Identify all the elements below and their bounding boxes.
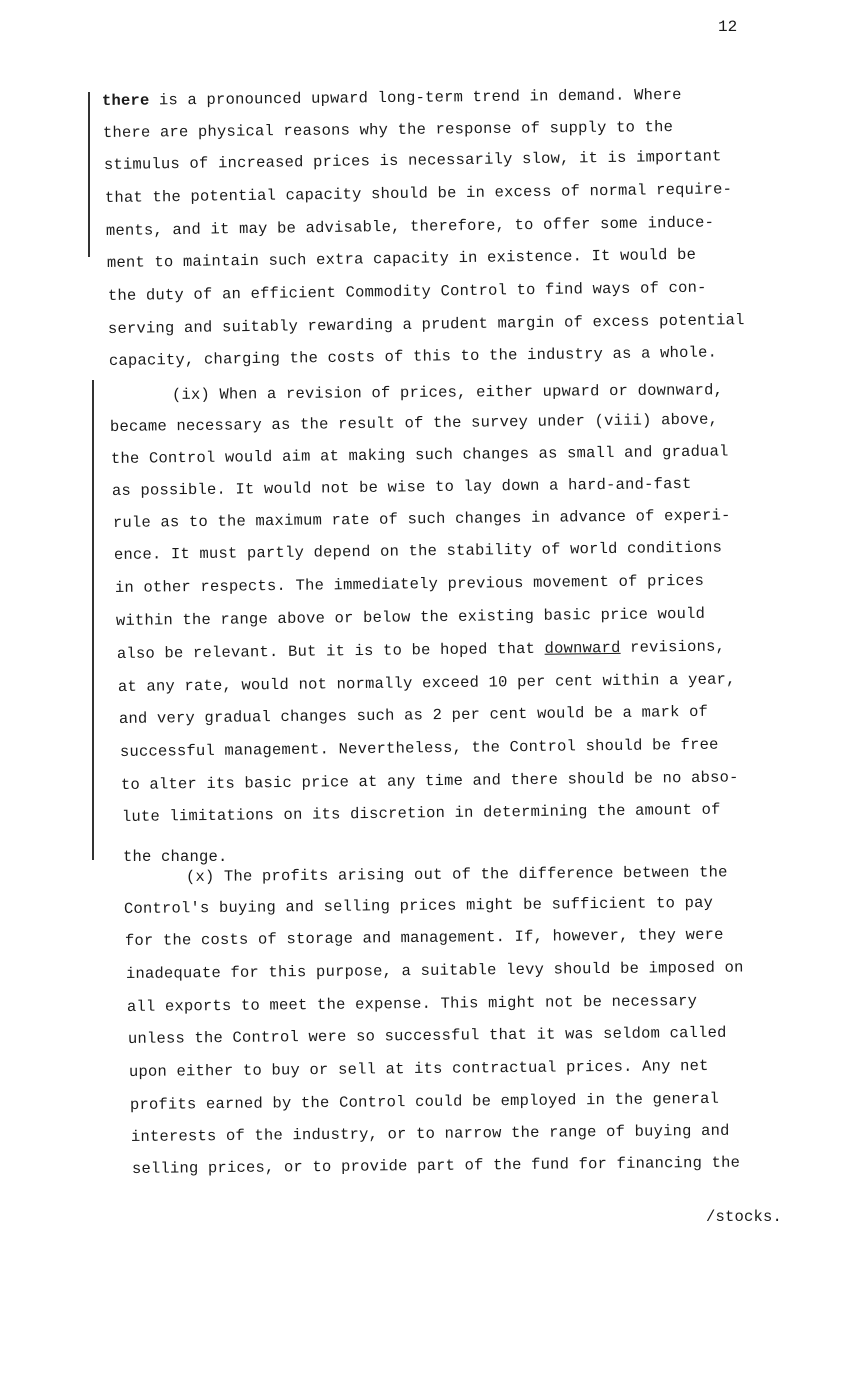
text-line bbox=[112, 475, 692, 500]
text-line bbox=[118, 670, 736, 696]
text-line bbox=[102, 86, 682, 110]
text-segment: the change. bbox=[123, 848, 228, 866]
text-line bbox=[186, 863, 728, 886]
text-segment: stimulus of increased prices is necessarily slow, it is important bbox=[103, 147, 722, 174]
text-line bbox=[105, 180, 732, 207]
text-segment: successful management. Nevertheless, the Control should be free bbox=[119, 735, 719, 761]
text-segment: unless the Control were so successful that it was seldom called bbox=[127, 1023, 727, 1048]
page-number: 12 bbox=[718, 18, 738, 36]
text-line bbox=[121, 768, 739, 794]
text-segment: ment to maintain such extra capacity in existence. It would be bbox=[106, 245, 697, 272]
text-segment: within the range above or below the existing basic price would bbox=[115, 604, 706, 630]
text-segment: (x) The profits arising out of the difference between the bbox=[185, 863, 728, 886]
text-line bbox=[119, 703, 708, 728]
text-line bbox=[114, 539, 722, 564]
text-segment: selling prices, or to provide part of the fund for financing the bbox=[131, 1153, 741, 1178]
text-segment: there are physical reasons why the response of supply to the bbox=[102, 118, 674, 142]
text-segment: became necessary as the result of the survey under (viii) above, bbox=[109, 410, 719, 436]
text-line bbox=[130, 1090, 719, 1114]
text-line bbox=[103, 118, 673, 142]
text-segment: the Control would aim at making such changes as small and gradual bbox=[110, 442, 729, 468]
text-line bbox=[111, 442, 729, 468]
text-segment: capacity, charging the costs of this to the industry as a whole. bbox=[108, 343, 718, 370]
text-segment: serving and suitably rewarding a prudent margin of excess potential bbox=[107, 311, 745, 338]
text-segment: all exports to meet the expense. This might not be necessary bbox=[126, 992, 698, 1016]
text-line bbox=[108, 311, 745, 338]
text-line bbox=[132, 1154, 740, 1178]
underlined-word: downward bbox=[544, 638, 621, 658]
text-line bbox=[124, 894, 713, 918]
text-segment: upon either to buy or sell at its contractual prices. Any net bbox=[128, 1056, 709, 1081]
text-line bbox=[107, 246, 696, 272]
text-segment: is a pronounced upward long-term trend in demand. Where bbox=[149, 85, 682, 110]
text-line bbox=[116, 605, 705, 630]
text-line bbox=[129, 1057, 709, 1081]
text-line bbox=[128, 1024, 727, 1048]
text-segment: inadequate for this purpose, a suitable levy should be imposed on bbox=[125, 958, 744, 983]
text-line bbox=[123, 848, 228, 866]
text-line bbox=[126, 959, 744, 983]
text-segment: interests of the industry, or to narrow the range of buying and bbox=[130, 1121, 730, 1146]
text-line bbox=[106, 214, 714, 240]
text-segment: Control's buying and selling prices might be sufficient to pay bbox=[123, 893, 714, 918]
text-line bbox=[104, 147, 722, 174]
text-line bbox=[117, 638, 725, 663]
text-line bbox=[108, 279, 707, 305]
text-segment: at any rate, would not normally exceed 10 per cent within a year, bbox=[117, 670, 736, 696]
text-segment: the duty of an efficient Commodity Control to find ways of con- bbox=[107, 278, 707, 305]
text-segment: and very gradual changes such as 2 per cent would be a mark of bbox=[118, 702, 709, 728]
text-segment: that the potential capacity should be in excess of normal require- bbox=[104, 180, 733, 207]
text-line bbox=[125, 926, 724, 950]
text-segment: in other respects. The immediately previous movement of prices bbox=[114, 571, 705, 597]
margin-bar-top bbox=[88, 92, 90, 257]
margin-bar-middle bbox=[92, 380, 94, 860]
text-line bbox=[115, 572, 704, 597]
text-segment: for the costs of storage and management. If, however, they were bbox=[124, 925, 724, 950]
text-segment: to alter its basic price at any time and there should be no abso- bbox=[120, 768, 739, 794]
text-line bbox=[172, 381, 723, 404]
text-line bbox=[122, 801, 721, 826]
text-line bbox=[110, 411, 718, 436]
text-line bbox=[109, 344, 717, 370]
text-segment: (ix) When a revision of prices, either upward or downward, bbox=[171, 381, 724, 404]
text-segment: ments, and it may be advisable, therefore, to offer some induce- bbox=[105, 213, 715, 240]
text-segment: rule as to the maximum rate of such changes in advance of experi- bbox=[112, 506, 731, 532]
text-line bbox=[120, 736, 719, 761]
bold-word: there bbox=[101, 91, 150, 110]
text-line bbox=[131, 1122, 730, 1146]
text-segment: lute limitations on its discretion in determining the amount of bbox=[121, 800, 721, 826]
text-segment: ence. It must partly depend on the stability of world conditions bbox=[113, 538, 723, 564]
text-segment: also be relevant. But it is to be hoped that bbox=[116, 639, 545, 663]
text-segment: revisions, bbox=[620, 637, 726, 657]
text-segment: profits earned by the Control could be employed in the general bbox=[129, 1089, 720, 1114]
text-segment: as possible. It would not be wise to lay down a hard-and-fast bbox=[111, 474, 692, 500]
catchword: /stocks. bbox=[706, 1208, 783, 1226]
text-line bbox=[127, 992, 697, 1016]
text-line bbox=[113, 506, 731, 532]
